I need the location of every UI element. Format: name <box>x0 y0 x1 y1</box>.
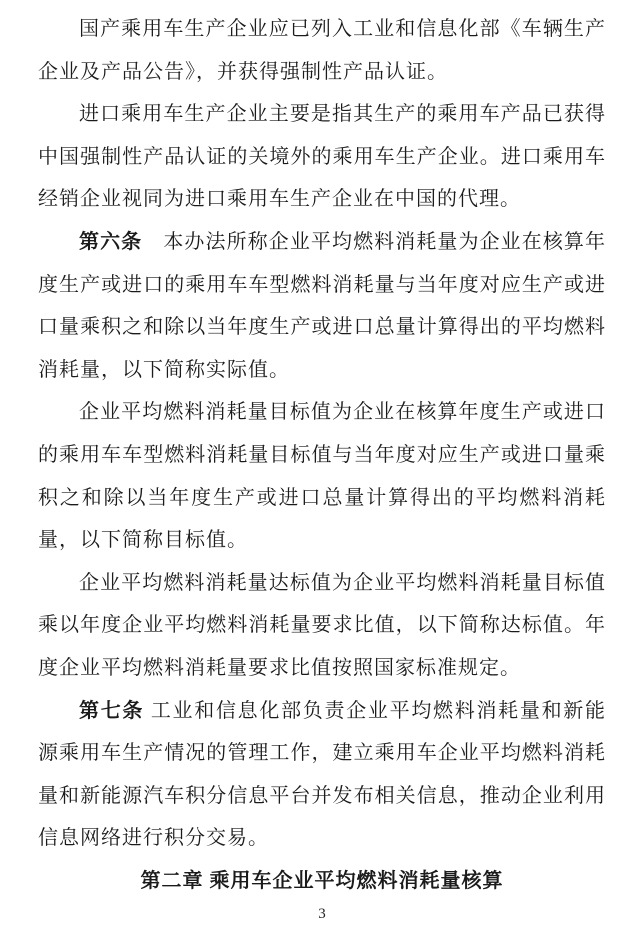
paragraph <box>38 391 606 561</box>
text-run: 企业平均燃料消耗量达标值为企业平均燃料消耗量目标值乘以年度企业平均燃料消耗量要求比值，以下简称达标值。年度企业平均燃料消耗量要求比值按照国家标准规定。 <box>38 571 606 679</box>
text-run: 第七条 <box>79 699 145 722</box>
paragraph <box>38 562 606 690</box>
paragraph <box>38 93 606 221</box>
chapter-heading <box>38 860 606 903</box>
text-run: 国产乘用车生产企业应已列入工业和信息化部《车辆生产企业及产品公告》，并获得强制性产品认证。 <box>38 18 606 83</box>
page-number: 3 <box>318 906 326 922</box>
text-run: 第二章 乘用车企业平均燃料消耗量核算 <box>140 869 504 892</box>
paragraph <box>38 690 606 860</box>
text-run: 第六条 <box>79 230 143 253</box>
paragraph <box>38 221 606 391</box>
text-run: 本办法所称企业平均燃料消耗量为企业在核算年度生产或进口的乘用车车型燃料消耗量与当年度对应生产或进口量乘积之和除以当年度生产或进口总量计算得出的平均燃料消耗量，以下简称实际值。 <box>38 230 606 381</box>
text-run: 工业和信息化部负责企业平均燃料消耗量和新能源乘用车生产情况的管理工作，建立乘用车企业平均燃料消耗量和新能源汽车积分信息平台并发布相关信息，推动企业利用信息网络进行积分交易。 <box>38 699 606 850</box>
document-body <box>38 8 606 902</box>
text-run: 企业平均燃料消耗量目标值为企业在核算年度生产或进口的乘用车车型燃料消耗量目标值与当年度对应生产或进口量乘积之和除以当年度生产或进口总量计算得出的平均燃料消耗量，以下简称目标值。 <box>38 401 606 552</box>
paragraph <box>38 8 606 93</box>
text-run: 进口乘用车生产企业主要是指其生产的乘用车产品已获得中国强制性产品认证的关境外的乘用车生产企业。进口乘用车经销企业视同为进口乘用车生产企业在中国的代理。 <box>38 103 606 211</box>
